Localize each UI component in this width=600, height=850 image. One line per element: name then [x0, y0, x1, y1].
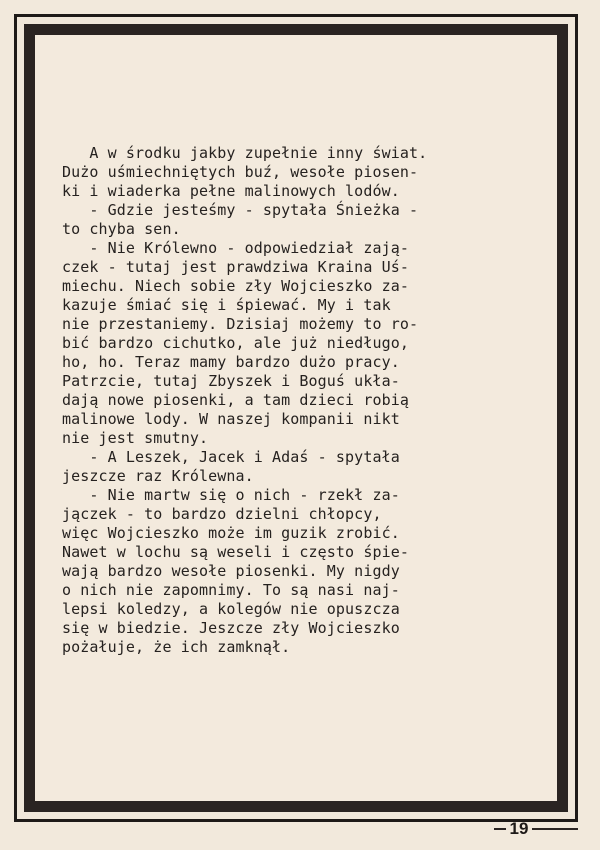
text-line: Nawet w lochu są weseli i często śpie-	[62, 543, 409, 561]
text-line: Dużo uśmiechniętych buź, wesołe piosen-	[62, 163, 419, 181]
text-line: ki i wiaderka pełne malinowych lodów.	[62, 182, 400, 200]
text-line: bić bardzo cichutko, ale już niedługo,	[62, 334, 409, 352]
text-line: nie przestaniemy. Dzisiaj możemy to ro-	[62, 315, 419, 333]
text-line: jączek - to bardzo dzielni chłopcy,	[62, 505, 382, 523]
text-line: więc Wojcieszko może im guzik zrobić.	[62, 524, 400, 542]
text-line: miechu. Niech sobie zły Wojcieszko za-	[62, 277, 409, 295]
text-line: to chyba sen.	[62, 220, 181, 238]
text-line: dają nowe piosenki, a tam dzieci robią	[62, 391, 409, 409]
story-text	[62, 144, 562, 657]
text-line: A w środku jakby zupełnie inny świat.	[62, 144, 428, 162]
text-line: - A Leszek, Jacek i Adaś - spytała	[62, 448, 400, 466]
text-line: malinowe lody. W naszej kompanii nikt	[62, 410, 400, 428]
text-line: o nich nie zapomnimy. To są nasi naj-	[62, 581, 400, 599]
text-line: pożałuje, że ich zamknął.	[62, 638, 291, 656]
footer-rule-left	[494, 828, 506, 830]
text-line: ho, ho. Teraz mamy bardzo dużo pracy.	[62, 353, 400, 371]
text-line: - Nie Królewno - odpowiedział zają-	[62, 239, 409, 257]
footer-rule-right	[532, 828, 578, 830]
page-number: 19	[509, 819, 529, 838]
text-line: - Nie martw się o nich - rzekł za-	[62, 486, 400, 504]
text-line: lepsi koledzy, a kolegów nie opuszcza	[62, 600, 400, 618]
text-line: czek - tutaj jest prawdziwa Kraina Uś-	[62, 258, 409, 276]
text-line: jeszcze raz Królewna.	[62, 467, 254, 485]
text-line: się w biedzie. Jeszcze zły Wojcieszko	[62, 619, 400, 637]
text-line: wają bardzo wesołe piosenki. My nigdy	[62, 562, 400, 580]
text-line: kazuje śmiać się i śpiewać. My i tak	[62, 296, 391, 314]
text-line: - Gdzie jesteśmy - spytała Śnieżka -	[62, 201, 419, 219]
text-line: Patrzcie, tutaj Zbyszek i Boguś ukła-	[62, 372, 400, 390]
text-line: nie jest smutny.	[62, 429, 209, 447]
